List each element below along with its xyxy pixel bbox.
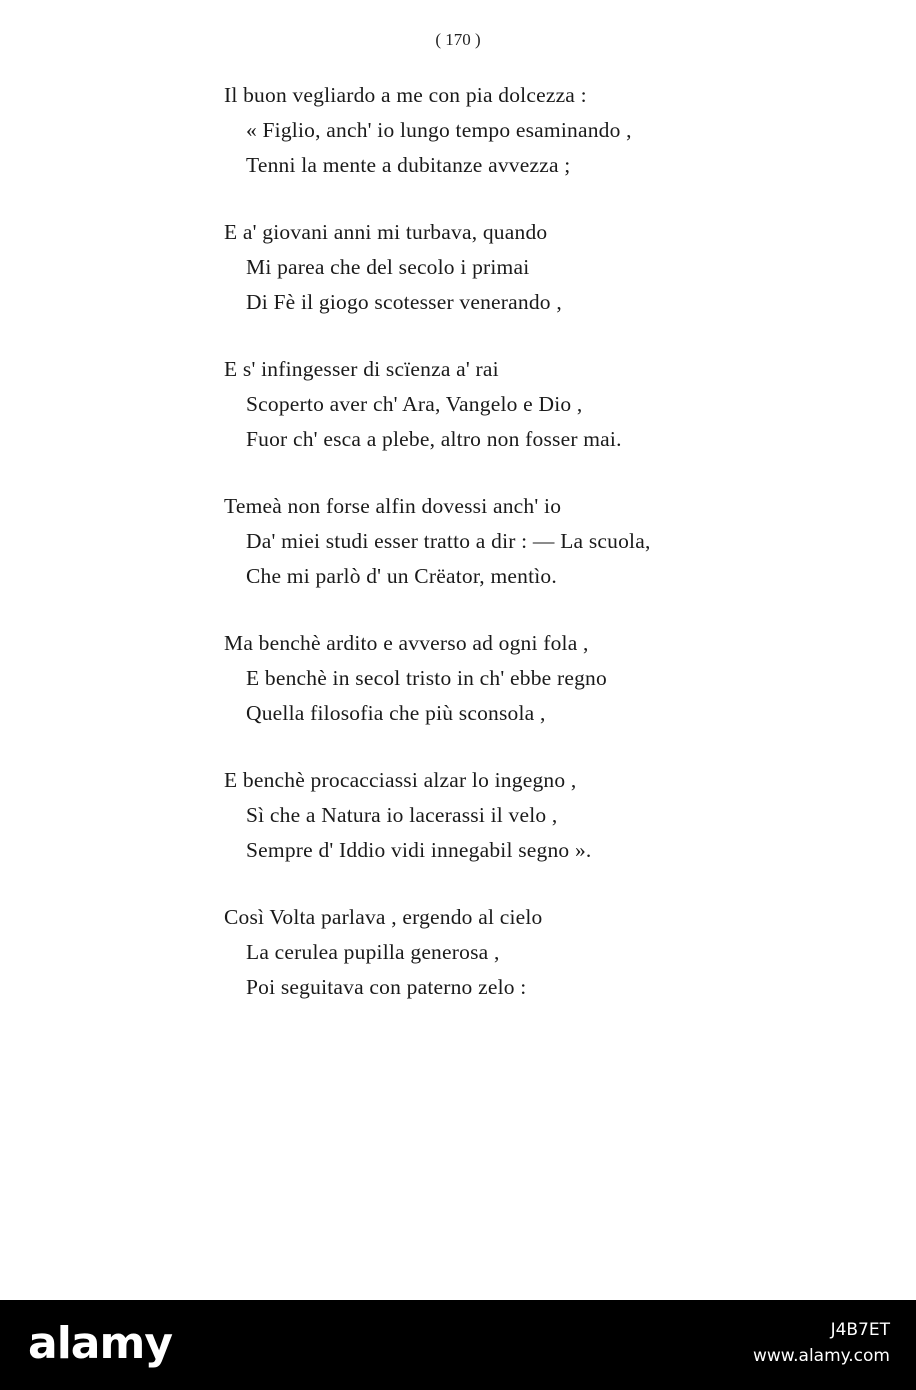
verse-line: Di Fè il giogo scotesser venerando ,: [246, 290, 562, 314]
verse-line: Temeà non forse alfin dovessi anch' io: [224, 494, 562, 518]
alamy-logo: alamy: [28, 1318, 172, 1369]
stanza-4: [224, 489, 784, 594]
stanza-7: [224, 900, 784, 1005]
verse-line: Quella filosofia che più sconsola ,: [246, 701, 546, 725]
verse-line: « Figlio, anch' io lungo tempo esaminando ,: [246, 118, 632, 142]
verse-line: Così Volta parlava , ergendo al cielo: [224, 905, 543, 929]
verse-line: Mi parea che del secolo i primai: [246, 255, 530, 279]
verse-line: Sì che a Natura io lacerassi il velo ,: [246, 803, 558, 827]
verse-line: E benchè procacciassi alzar lo ingegno ,: [224, 768, 577, 792]
verse-line: Tenni la mente a dubitanze avvezza ;: [246, 153, 571, 177]
verse-line: Fuor ch' esca a plebe, altro non fosser mai.: [246, 427, 622, 451]
verse-line: Sempre d' Iddio vidi innegabil segno ».: [246, 838, 592, 862]
footer-info: [753, 1320, 890, 1366]
verse-line: Da' miei studi esser tratto a dir : — La scuola,: [246, 529, 651, 553]
verse-line: E s' infingesser di scïenza a' rai: [224, 357, 499, 381]
verse-line: La cerulea pupilla generosa ,: [246, 940, 500, 964]
verse-line: Il buon vegliardo a me con pia dolcezza :: [224, 83, 587, 107]
site-url: www.alamy.com: [752, 1346, 890, 1366]
verse-line: Che mi parlò d' un Crëator, mentìo.: [246, 564, 557, 588]
stanza-6: [224, 763, 784, 868]
verse-line: Ma benchè ardito e avverso ad ogni fola ,: [224, 631, 589, 655]
verse-line: Scoperto aver ch' Ara, Vangelo e Dio ,: [246, 392, 583, 416]
verse-line: E benchè in secol tristo in ch' ebbe regno: [246, 666, 607, 690]
stanza-5: [224, 626, 784, 731]
stanza-1: [224, 78, 784, 183]
poem: [224, 78, 784, 1037]
image-id: J4B7ET: [830, 1320, 890, 1340]
page-number: ( 170 ): [435, 30, 481, 49]
verse-line: Poi seguitava con paterno zelo :: [246, 975, 527, 999]
stanza-3: [224, 352, 784, 457]
stanza-2: [224, 215, 784, 320]
watermark-footer: [0, 1300, 916, 1390]
verse-line: E a' giovani anni mi turbava, quando: [224, 220, 548, 244]
